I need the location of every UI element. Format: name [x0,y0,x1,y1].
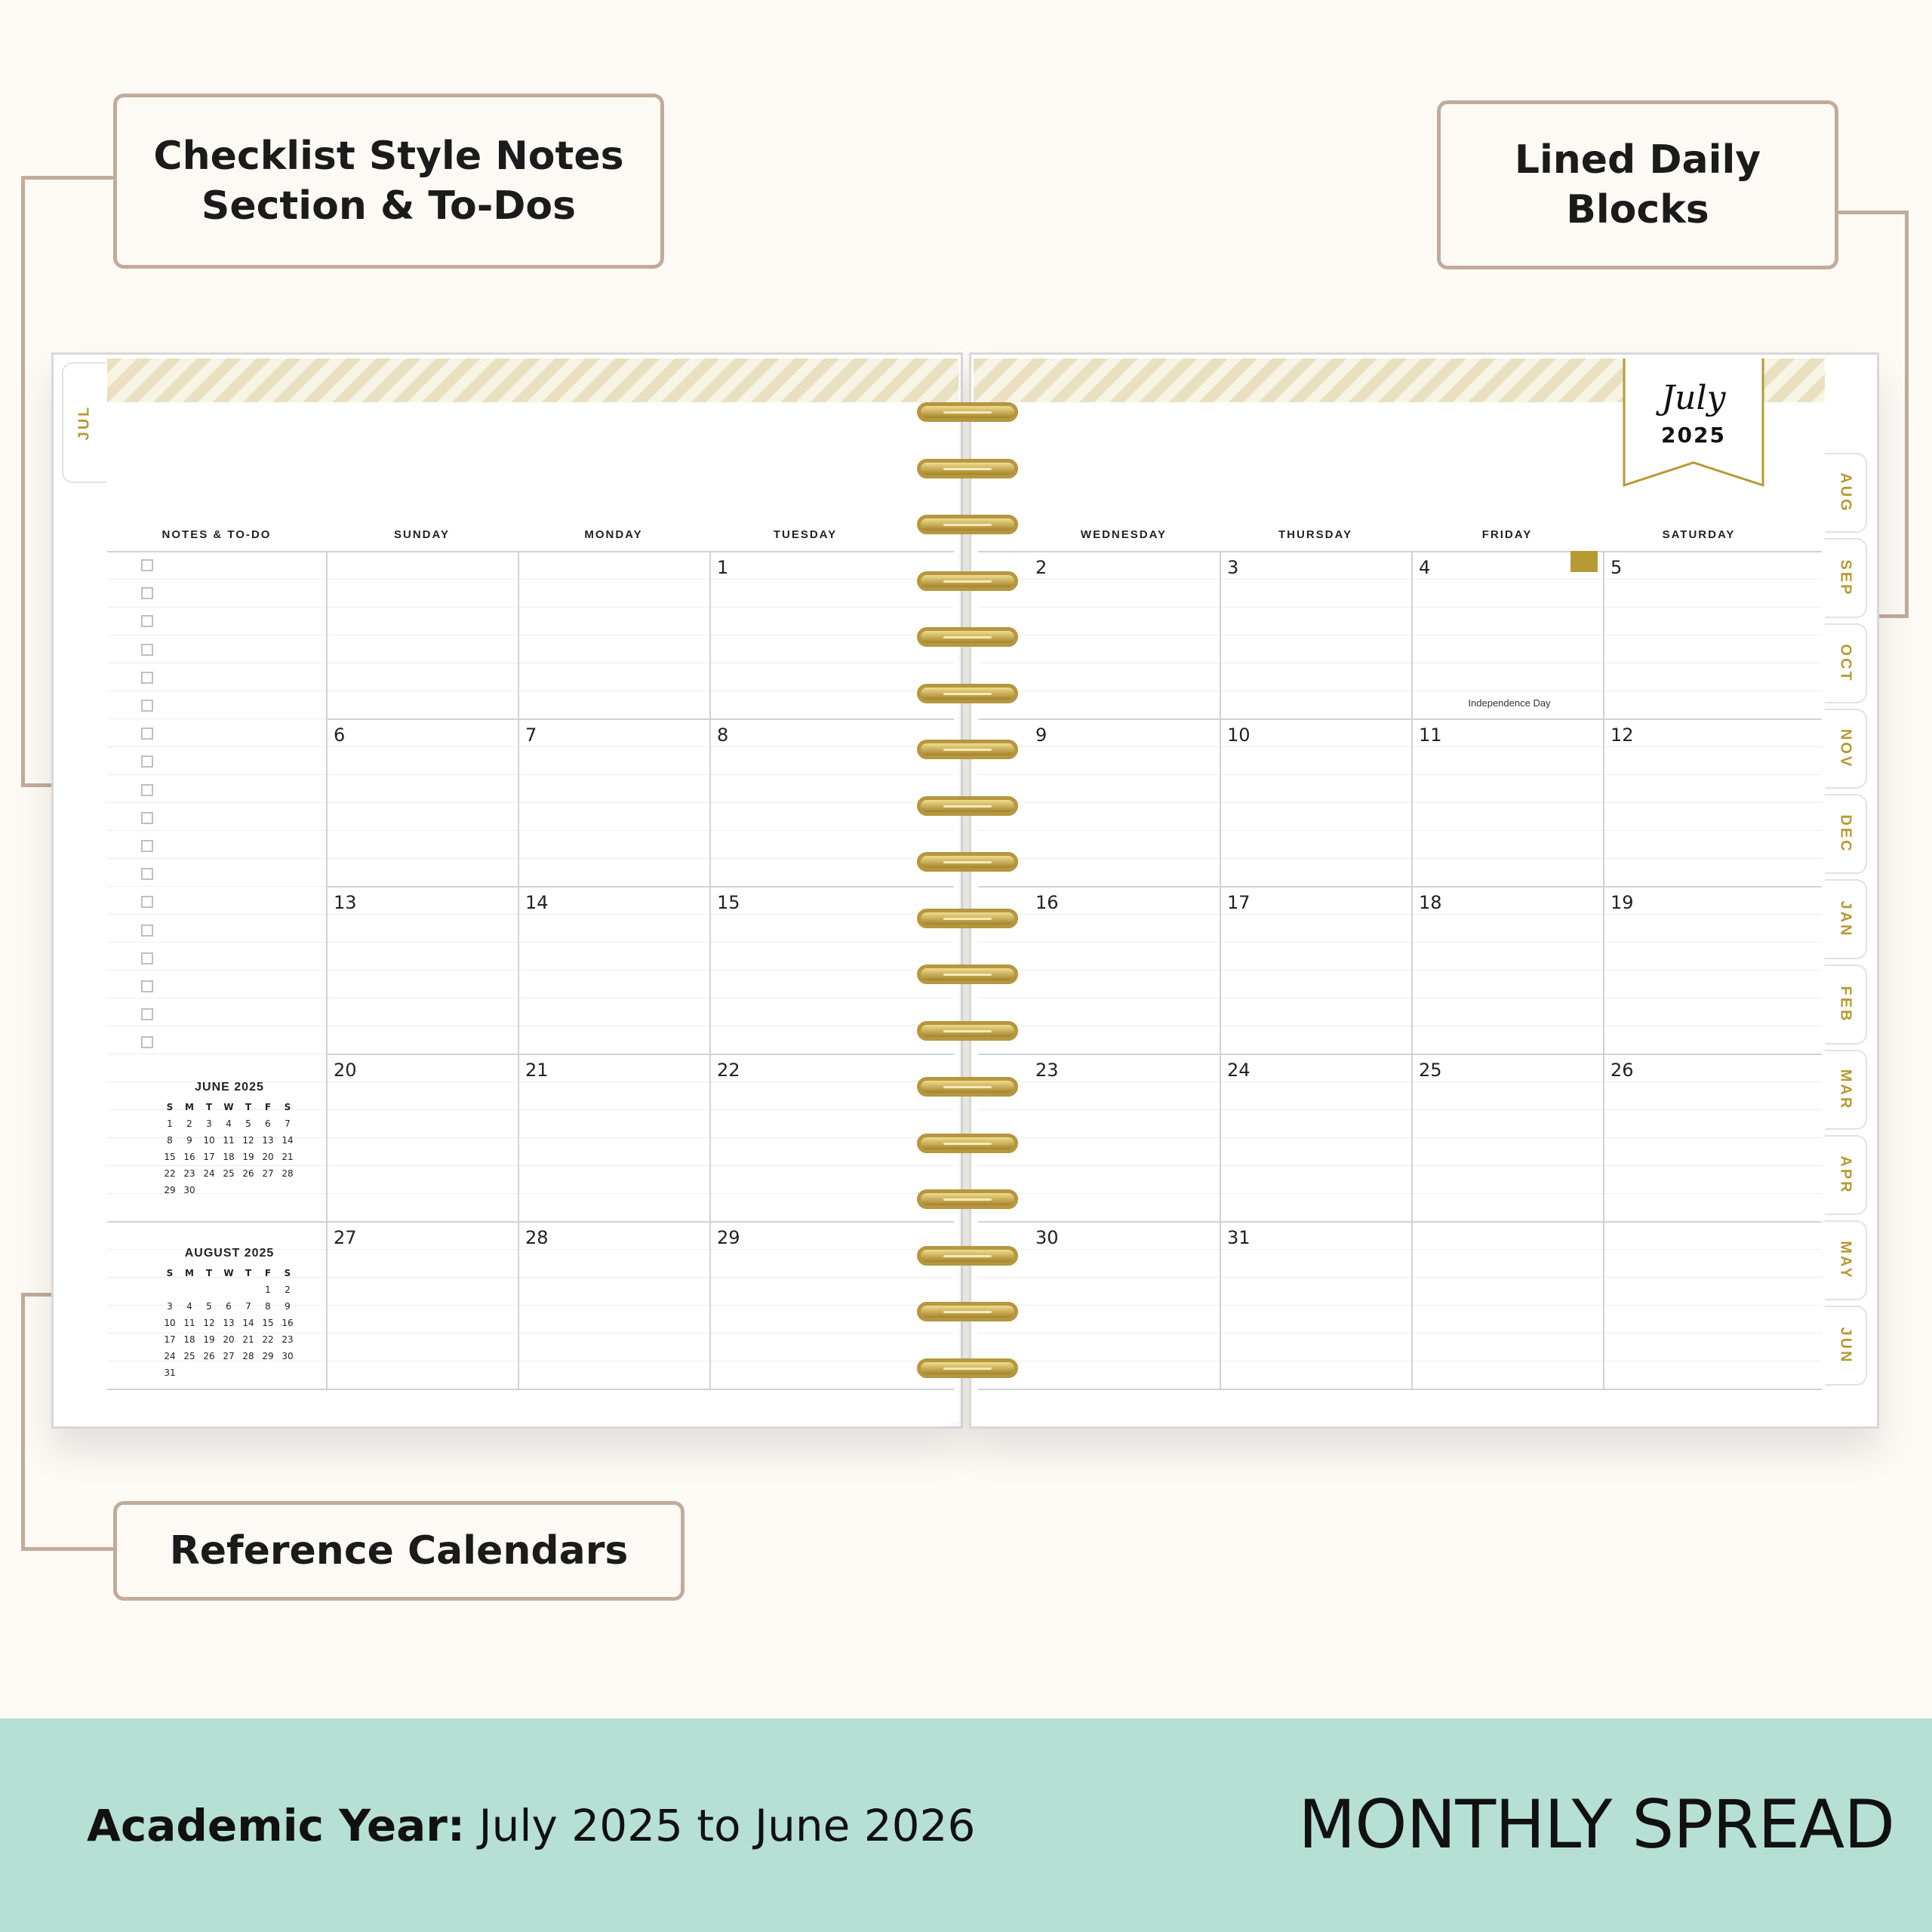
mini-day: 30 [183,1185,195,1195]
mini-day: 17 [164,1334,176,1345]
mini-day: 2 [285,1284,291,1295]
day-number: 27 [334,1227,357,1248]
mini-day: 12 [242,1135,254,1146]
spiral-ring [917,1358,1018,1378]
ruled-line [978,1137,1822,1138]
ruled-line [107,802,954,803]
mini-calendar-june [160,1100,297,1197]
ruled-line [978,1305,1822,1306]
day-number: 29 [717,1227,740,1248]
mini-weekday: F [264,1268,272,1278]
mini-day: 13 [262,1135,274,1146]
mini-day: 29 [262,1351,274,1361]
mini-day: 29 [164,1185,176,1195]
day-number: 1 [717,557,729,578]
day-number: 12 [1611,724,1634,746]
tab-label: JUN [1837,1327,1854,1364]
right-page-inner [974,358,1825,1423]
leader-notes-h1 [21,176,115,180]
banner-month-script: July [1661,379,1726,417]
mini-day: 20 [262,1152,274,1162]
day-number: 30 [1035,1227,1059,1248]
holiday-flag-icon [1571,551,1598,572]
ruled-line [978,914,1822,915]
mini-weekday: F [264,1102,272,1112]
ruled-line [978,1277,1822,1278]
left-page-inner [107,358,958,1423]
mini-day: 31 [164,1367,176,1378]
tab-apr[interactable] [1825,1135,1867,1215]
tab-jul[interactable] [62,362,106,483]
day-number: 2 [1035,557,1048,578]
todo-checkbox[interactable] [141,755,153,768]
callout-notes [113,94,664,269]
mini-day: 26 [242,1168,254,1179]
ruled-line [107,970,954,971]
day-number: 23 [1035,1060,1059,1081]
week-line [326,886,954,888]
footer-academic-label: Academic Year: [87,1800,466,1851]
left-header-stripe [107,358,958,402]
week-line [978,1221,1822,1223]
spiral-ring [917,852,1018,872]
header-tuesday: TUESDAY [773,528,838,541]
ruled-line [978,1193,1822,1194]
ruled-line [978,1249,1822,1250]
tab-label: DEC [1837,814,1854,854]
day-number: 31 [1227,1227,1251,1248]
mini-day: 8 [167,1135,173,1146]
mini-day: 25 [223,1168,235,1179]
spiral-ring [917,402,1018,422]
tab-may[interactable] [1825,1220,1867,1300]
mini-weekday: W [223,1102,234,1112]
todo-checkbox[interactable] [141,559,153,571]
spiral-ring [917,1021,1018,1041]
mini-day: 4 [226,1118,232,1129]
spiral-ring [917,627,1018,647]
mini-day: 27 [223,1351,235,1361]
ruled-line [978,802,1822,803]
ruled-line [978,858,1822,859]
mini-day: 16 [183,1152,195,1162]
mini-day: 18 [223,1152,235,1162]
todo-checkbox[interactable] [141,840,153,852]
ruled-line [107,579,954,580]
day-number: 19 [1611,892,1634,913]
mini-day: 11 [183,1318,195,1328]
week-line [978,1054,1822,1055]
mini-day: 28 [242,1351,254,1361]
todo-checkbox[interactable] [141,896,153,908]
ruled-line [107,914,954,915]
header-sunday: SUNDAY [394,528,450,541]
day-number: 9 [1035,724,1048,746]
day-number: 11 [1419,724,1442,746]
ruled-line [978,746,1822,747]
todo-checkbox[interactable] [141,1008,153,1020]
spiral-ring [917,1189,1018,1209]
ruled-line [978,607,1822,608]
holiday-label: Independence Day [1468,697,1551,709]
ruled-line [978,1081,1822,1082]
day-number: 21 [525,1060,549,1081]
spiral-ring [917,684,1018,703]
leader-notes-v [21,176,25,787]
mini-day: 8 [265,1301,271,1312]
day-number: 7 [525,724,537,746]
spiral-ring [917,459,1018,478]
header-friday: FRIDAY [1481,528,1533,541]
mini-day: 19 [242,1152,254,1162]
spiral-ring [917,571,1018,591]
header-notes: NOTES & TO-DO [162,528,272,541]
day-number: 10 [1227,724,1251,746]
spiral-ring [917,909,1018,928]
mini-weekday: S [284,1102,291,1112]
mini-weekday: T [245,1102,252,1112]
tab-jun[interactable] [1825,1306,1867,1386]
callout-notes-line1: Checklist Style Notes [153,134,624,179]
column-line [326,551,328,1390]
day-number: 14 [525,892,549,913]
mini-day: 22 [164,1168,176,1179]
mini-day: 23 [281,1334,294,1345]
tab-label: JAN [1837,900,1854,938]
tab-aug[interactable] [1825,453,1867,533]
week-line [978,886,1822,888]
week-line [978,718,1822,720]
mini-day: 23 [183,1168,195,1179]
mini-day [180,1283,199,1297]
tab-nov[interactable] [1825,709,1867,789]
todo-checkbox[interactable] [141,980,153,992]
mini-day: 13 [223,1318,235,1328]
mini-day: 26 [203,1351,215,1361]
ruled-line [107,830,954,831]
mini-day: 14 [242,1318,254,1328]
todo-checkbox[interactable] [141,812,153,824]
mini-day: 3 [206,1118,212,1129]
spiral-ring [917,796,1018,816]
mini-day [160,1283,180,1297]
mini-calendar-june-title: JUNE 2025 [195,1081,264,1094]
day-number: 8 [717,724,729,746]
day-number: 13 [334,892,357,913]
column-line [1603,551,1604,1390]
day-number: 6 [334,724,346,746]
mini-day: 9 [285,1301,291,1312]
ruled-line [107,858,954,859]
mini-day: 18 [183,1334,195,1345]
banner-year: 2025 [1661,423,1726,448]
mini-day: 28 [281,1168,294,1179]
day-number: 22 [717,1060,740,1081]
mini-day: 20 [223,1334,235,1345]
week-line [326,718,954,720]
spiral-ring [917,1246,1018,1266]
footer-academic-range: July 2025 to June 2026 [465,1800,976,1851]
column-line [518,551,519,1390]
todo-checkbox[interactable] [141,644,153,656]
tab-label: MAR [1837,1069,1854,1111]
mini-weekday: T [245,1268,252,1278]
leader-daily-v [1905,211,1909,617]
spiral-ring [917,1077,1018,1097]
ruled-line [978,1165,1822,1166]
todo-checkbox[interactable] [141,952,153,964]
mini-day: 7 [285,1118,291,1129]
ruled-line [107,774,954,775]
todo-checkbox[interactable] [141,672,153,684]
spiral-ring [917,964,1018,984]
day-number: 5 [1611,557,1623,578]
todo-checkbox[interactable] [141,728,153,740]
todo-checkbox[interactable] [141,868,153,880]
tab-label: FEB [1837,986,1854,1023]
callout-notes-line2: Section & To-Dos [201,183,577,229]
header-monday: MONDAY [584,528,643,541]
mini-day: 2 [186,1118,192,1129]
header-wednesday: WEDNESDAY [1080,528,1168,541]
tab-label: APR [1837,1155,1854,1195]
mini-day: 5 [206,1301,212,1312]
tab-jul-label: JUL [75,405,93,441]
day-number: 24 [1227,1060,1251,1081]
ruled-line [978,970,1822,971]
mini-day: 1 [265,1284,271,1295]
tab-label: MAY [1837,1241,1854,1280]
day-number: 28 [525,1227,549,1248]
spiral-ring [917,1134,1018,1153]
leader-daily-h1 [1837,211,1909,214]
week-line [107,1389,954,1390]
mini-day: 21 [242,1334,254,1345]
mini-day: 6 [265,1118,271,1129]
mini-day [199,1283,219,1297]
todo-checkbox[interactable] [141,615,153,627]
day-number: 25 [1419,1060,1442,1081]
day-number: 4 [1419,557,1431,578]
leader-ref-v [21,1293,25,1550]
column-line [1220,551,1221,1390]
mini-day: 14 [281,1135,294,1146]
mini-day: 19 [203,1334,215,1345]
day-number: 3 [1227,557,1239,578]
mini-day: 16 [281,1318,294,1328]
tab-label: NOV [1837,728,1854,769]
leader-ref-h2 [21,1547,115,1551]
ruled-line [978,1109,1822,1110]
mini-day: 4 [186,1301,192,1312]
mini-weekday: T [205,1102,213,1112]
mini-day [219,1283,238,1297]
mini-day: 21 [281,1152,294,1162]
tab-feb[interactable] [1825,964,1867,1044]
column-line [1411,551,1413,1390]
tab-mar[interactable] [1825,1050,1867,1130]
header-saturday: SATURDAY [1662,528,1736,541]
mini-weekday: S [284,1268,291,1278]
mini-day: 12 [203,1318,215,1328]
mini-day: 27 [262,1168,274,1179]
mini-day: 17 [203,1152,215,1162]
tab-label: AUG [1837,472,1854,513]
mini-day: 11 [223,1135,235,1146]
week-line [978,1389,1822,1390]
footer-academic-year [87,1800,975,1851]
spiral-ring [917,515,1018,534]
mini-day: 6 [226,1301,232,1312]
header-thursday: THURSDAY [1278,528,1352,541]
ruled-line [978,942,1822,943]
mini-day: 10 [164,1318,176,1328]
mini-weekday: M [185,1268,194,1278]
mini-weekday: W [223,1268,234,1278]
week-line [107,1221,954,1223]
day-number: 26 [1611,1060,1634,1081]
mini-day: 3 [167,1301,173,1312]
todo-checkbox[interactable] [141,784,153,796]
mini-day: 15 [262,1318,274,1328]
tab-label: SEP [1837,559,1854,597]
callout-daily-line1: Lined Daily [1514,137,1761,183]
todo-checkbox[interactable] [141,924,153,937]
ruled-line [978,579,1822,580]
todo-checkbox[interactable] [141,700,153,712]
ruled-line [978,774,1822,775]
day-number: 15 [717,892,740,913]
mini-day: 30 [281,1351,294,1361]
ruled-line [107,607,954,608]
tab-oct[interactable] [1825,623,1867,703]
spiral-ring [917,740,1018,759]
callout-daily-line2: Blocks [1566,187,1709,232]
day-number: 18 [1419,892,1442,913]
tab-sep[interactable] [1825,538,1867,618]
todo-checkbox[interactable] [141,1036,153,1048]
footer-monthly-spread: MONTHLY SPREAD [1298,1786,1894,1863]
mini-day [238,1283,258,1297]
spiral-ring [917,1302,1018,1321]
ruled-line [978,1333,1822,1334]
mini-day: 24 [164,1351,176,1361]
mini-weekday: T [205,1268,213,1278]
mini-day: 5 [245,1118,251,1129]
week-line [326,1054,954,1055]
mini-weekday: S [166,1102,174,1112]
mini-day: 10 [203,1135,215,1146]
tab-jan[interactable] [1825,879,1867,959]
tab-dec[interactable] [1825,794,1867,874]
mini-weekday: S [166,1268,174,1278]
mini-day: 7 [245,1301,251,1312]
mini-day: 22 [262,1334,274,1345]
week-line [107,551,954,552]
callout-daily-blocks [1437,100,1838,269]
mini-day: 25 [183,1351,195,1361]
mini-calendar-august-title: AUGUST 2025 [184,1247,275,1260]
tab-label: OCT [1837,644,1854,683]
mini-calendar-august [160,1266,297,1380]
ruled-line [978,830,1822,831]
todo-checkbox[interactable] [141,587,153,599]
ruled-line [107,942,954,943]
mini-day: 1 [167,1118,173,1129]
day-number: 20 [334,1060,357,1081]
day-number: 16 [1035,892,1059,913]
column-line [709,551,711,1390]
callout-reference-calendars [113,1501,685,1601]
mini-day: 15 [164,1152,176,1162]
mini-weekday: M [185,1102,194,1112]
mini-day: 9 [186,1135,192,1146]
callout-reference-label: Reference Calendars [169,1528,629,1574]
ruled-line [107,746,954,747]
week-line [978,551,1822,552]
day-number: 17 [1227,892,1251,913]
mini-day: 24 [203,1168,215,1179]
